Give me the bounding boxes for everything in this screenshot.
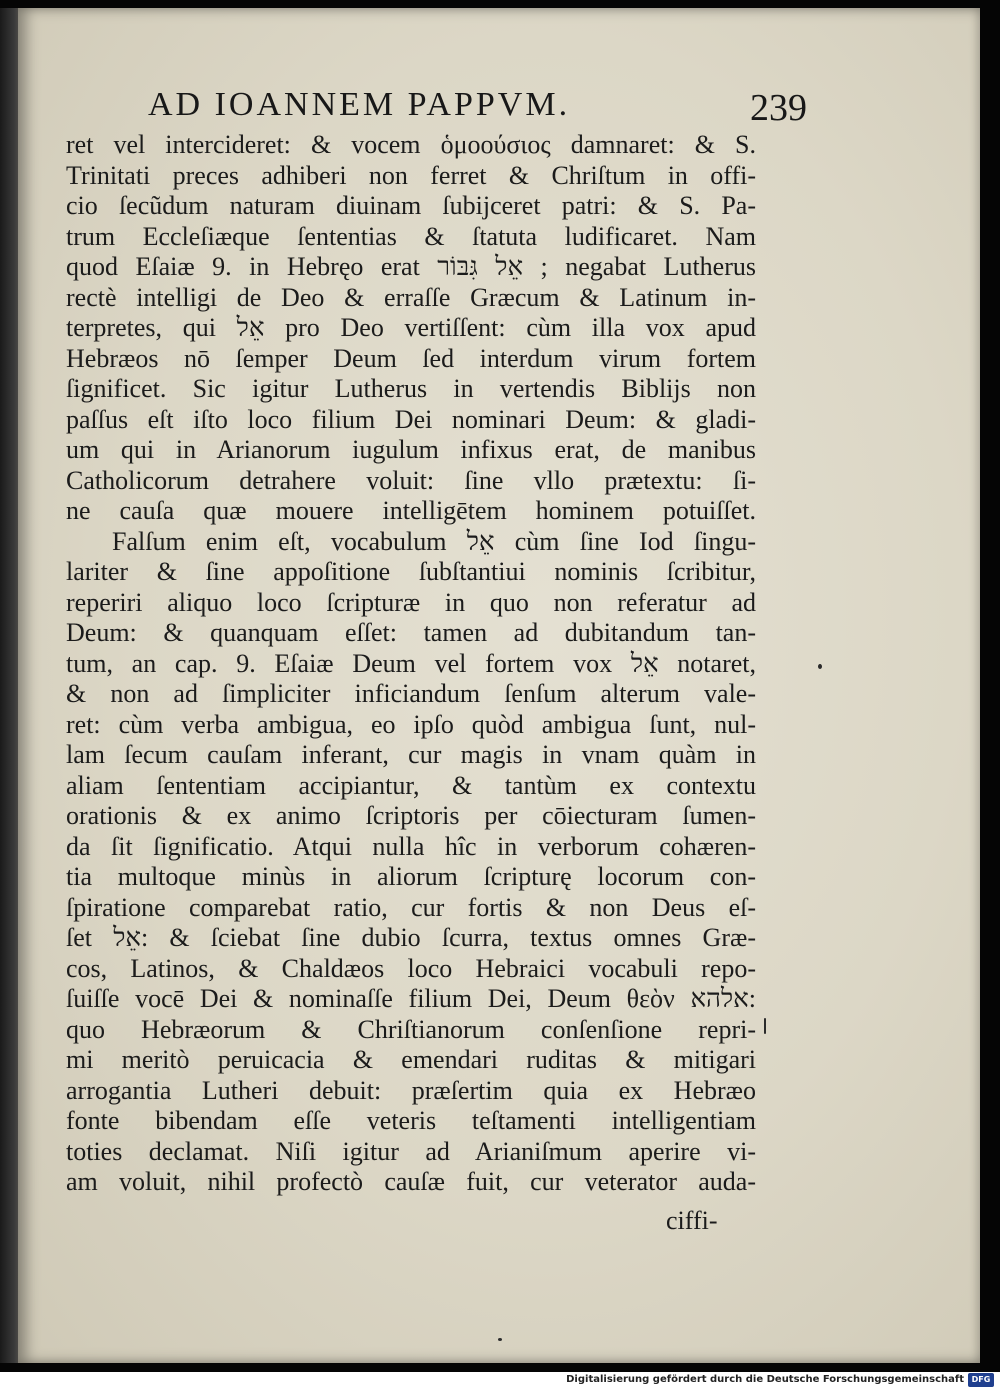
- text-line: ſuiſſe vocē Dei & nominaſſe filium Dei, Deum θεὸν אלהא:: [66, 984, 756, 1013]
- text-line: cos, Latinos, & Chaldæos loco Hebraici vocabuli repo-: [66, 953, 756, 983]
- text-line: tum, an cap. 9. Eſaiæ Deum vel fortem vox אֵל notaret,: [66, 648, 756, 678]
- text-line: Hebræos nō ſemper Deum ſed interdum virum fortem: [66, 343, 756, 373]
- text-line: ſpiratione comparebat ratio, cur fortis & non Deus eſ-: [66, 892, 756, 922]
- text-line: tia multoque minùs in aliorum ſcripturę locorum con-: [66, 862, 756, 891]
- text-line: ne cauſa quæ mouere intelligētem hominem potuiſſet.: [66, 496, 756, 525]
- text-line: fonte bibendam eſſe veteris teſtamenti intelligentiam: [66, 1106, 756, 1135]
- text-line: trum Eccleſiæque ſententias & ſtatuta ludificaret. Nam: [66, 221, 756, 251]
- text-line: am voluit, nihil profectò cauſæ fuit, cur veterator auda-: [66, 1167, 756, 1196]
- text-line: & non ad ſimpliciter inficiandum ſenſum alterum vale-: [66, 679, 756, 708]
- body-text: [66, 130, 756, 1198]
- text-line: ret: cùm verba ambigua, eo ipſo quòd ambigua ſunt, nul-: [66, 709, 756, 739]
- text-line: toties declamat. Niſi igitur ad Arianiſmum aperire vi-: [66, 1136, 756, 1166]
- text-line: mi meritò peruicacia & emendari ruditas & mitigari: [66, 1045, 756, 1074]
- ink-speck: [498, 1338, 502, 1341]
- text-line: reperiri aliquo loco ſcripturæ in quo non referatur ad: [66, 587, 756, 617]
- running-head: AD IOANNEM PAPPVM.: [148, 86, 571, 123]
- text-line: quod Eſaiæ 9. in Hebręo erat אֵל גִּבּוֹר ; negabat Lutherus: [66, 252, 756, 281]
- text-line: orationis & ex animo ſcriptoris per cōiecturam ſumen-: [66, 801, 756, 830]
- text-line: Deum: & quanquam eſſet: tamen ad dubitandum tan-: [66, 618, 756, 647]
- ink-speck: [764, 1018, 766, 1034]
- text-line: Catholicorum detrahere voluit: ſine vllo prætextu: ſi-: [66, 465, 756, 495]
- text-line: paſſus eſt iſto loco filium Dei nominari Deum: & gladi-: [66, 404, 756, 434]
- text-line: ret vel intercideret: & vocem ὁμοούσιος damnaret: & S.: [66, 130, 756, 159]
- text-line: cio ſecũdum naturam diuinam ſubijceret patri: & S. Pa-: [66, 191, 756, 220]
- text-line: aliam ſententiam accipiantur, & tantùm ex contextu: [66, 770, 756, 800]
- text-line: lam ſecum cauſam inferant, cur magis in vnam quàm in: [66, 740, 756, 769]
- text-line: arrogantia Lutheri debuit: præſertim quia ex Hebræo: [66, 1075, 756, 1105]
- text-line: rectè intelligi de Deo & erraſſe Græcum & Latinum in-: [66, 282, 756, 312]
- page-number: 239: [750, 87, 807, 129]
- text-line: Falſum enim eſt, vocabulum אֵל cùm ſine Iod ſingu-: [112, 526, 756, 556]
- book-page: [18, 8, 980, 1363]
- text-line: ſet אֵל: & ſciebat ſine dubio ſcurra, textus omnes Græ-: [66, 923, 756, 952]
- catchword: ciffi-: [666, 1206, 718, 1235]
- text-line: da ſit ſignificatio. Atqui nulla hîc in verborum cohæren-: [66, 831, 756, 861]
- dfg-logo: DFG: [968, 1373, 994, 1387]
- text-line: um qui in Arianorum iugulum infixus erat, de manibus: [66, 435, 756, 464]
- ink-speck: [818, 664, 822, 669]
- text-line: quo Hebræorum & Chriſtianorum conſenſione repri-: [66, 1014, 756, 1044]
- text-line: terpretes, qui אֵל pro Deo vertiſſent: cùm illa vox apud: [66, 313, 756, 342]
- text-line: Trinitati preces adhiberi non ferret & Chriſtum in offi-: [66, 160, 756, 190]
- footer-credit: Digitalisierung gefördert durch die Deutsche Forschungsgemeinschaft: [566, 1374, 964, 1385]
- text-line: lariter & ſine appoſitione ſubſtantiui nominis ſcribitur,: [66, 557, 756, 586]
- text-line: ſignificet. Sic igitur Lutherus in vertendis Biblijs non: [66, 374, 756, 403]
